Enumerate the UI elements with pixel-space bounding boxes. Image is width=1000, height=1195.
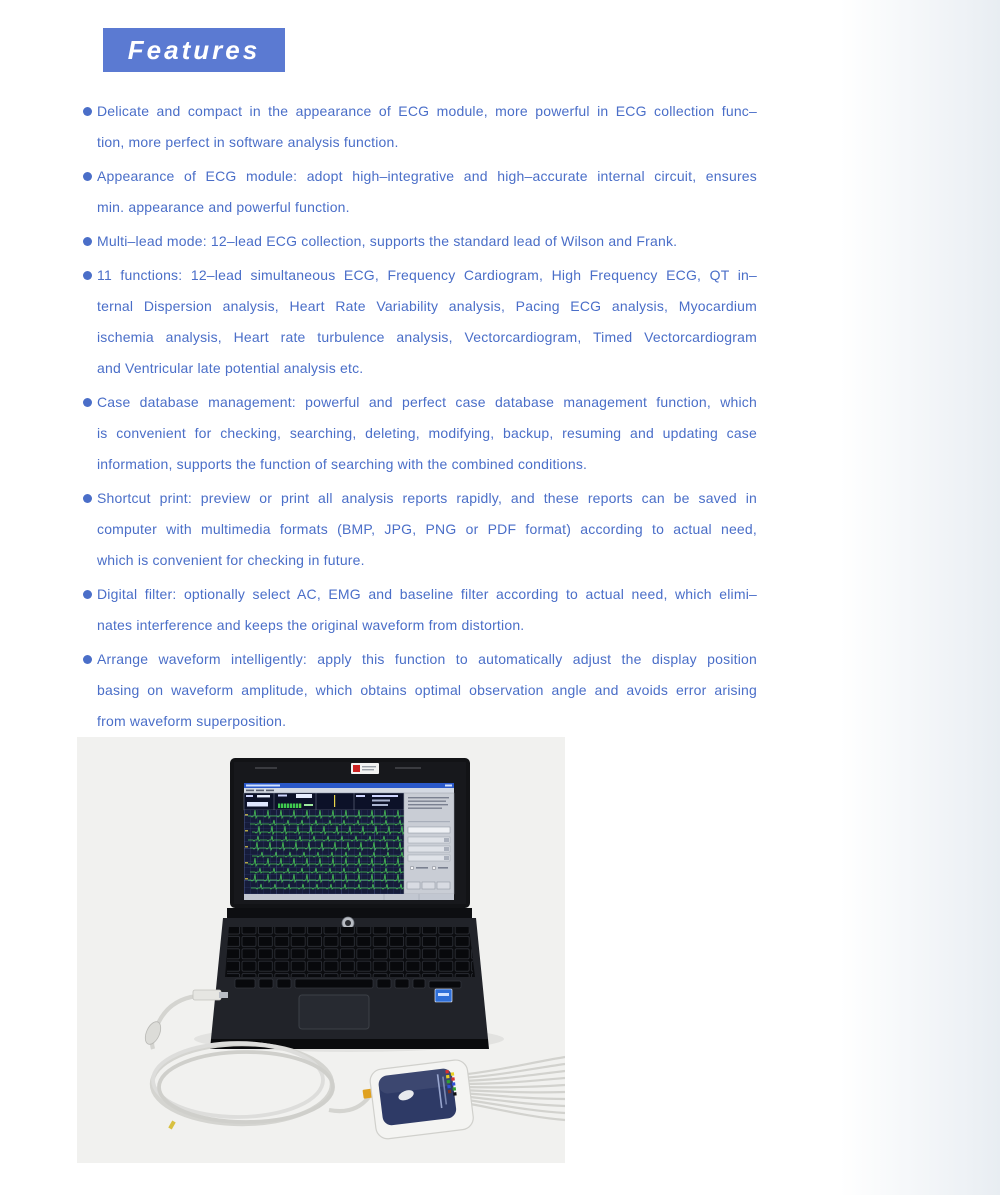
elapsed-time-display bbox=[247, 802, 268, 807]
bullet-icon bbox=[83, 398, 92, 407]
panel-dropdown-2[interactable] bbox=[408, 846, 450, 852]
panel-button-2[interactable] bbox=[422, 882, 435, 889]
lid-vent-right bbox=[395, 767, 421, 769]
feature-line: Digital filter: optionally select AC, EMG and baseline filter according to actual need, which elimi– bbox=[97, 586, 757, 602]
bullet-icon bbox=[83, 271, 92, 280]
ferrite-bead bbox=[142, 1019, 164, 1046]
bullet-icon bbox=[83, 590, 92, 599]
window-buttons bbox=[445, 785, 452, 787]
features-list bbox=[85, 96, 757, 740]
feature-line: ternal Dispersion analysis, Heart Rate Variability analysis, Pacing ECG analysis, Myocardium bbox=[97, 298, 757, 314]
laptop-ecg-scene bbox=[77, 737, 565, 1163]
feature-line: nates interference and keeps the original waveform from distortion. bbox=[97, 617, 525, 633]
lid-vent-left bbox=[255, 767, 277, 769]
feature-line: and Ventricular late potential analysis etc. bbox=[97, 360, 364, 376]
feature-item bbox=[85, 579, 757, 641]
control-panel bbox=[404, 793, 454, 894]
feature-line: 11 functions: 12–lead simultaneous ECG, Frequency Cardiogram, High Frequency ECG, QT in– bbox=[97, 267, 757, 283]
laptop-base bbox=[210, 908, 489, 1049]
bullet-icon bbox=[83, 655, 92, 664]
feature-line: from waveform superposition. bbox=[97, 713, 287, 729]
arrow-keys[interactable] bbox=[429, 981, 461, 988]
feature-item bbox=[85, 260, 757, 384]
feature-item bbox=[85, 483, 757, 576]
spacebar-key[interactable] bbox=[295, 979, 373, 988]
feature-line: Appearance of ECG module: adopt high–integrative and high–accurate internal circuit, ensures bbox=[97, 168, 757, 184]
panel-radio-1[interactable] bbox=[410, 866, 414, 870]
panel-radio-2[interactable] bbox=[432, 866, 436, 870]
feature-line: min. appearance and powerful function. bbox=[97, 199, 350, 215]
lead-wires bbox=[459, 1057, 565, 1120]
features-header bbox=[103, 28, 285, 72]
bullet-icon bbox=[83, 494, 92, 503]
brand-sticker bbox=[351, 763, 379, 774]
ecg-module bbox=[369, 1059, 475, 1140]
pulse-spike-indicator bbox=[334, 795, 335, 807]
feature-line: Delicate and compact in the appearance of ECG module, more powerful in ECG collection func– bbox=[97, 103, 757, 119]
feature-item bbox=[85, 161, 757, 223]
bullet-icon bbox=[83, 107, 92, 116]
laptop-keyboard[interactable] bbox=[227, 927, 473, 977]
status-bar bbox=[244, 894, 454, 900]
feature-line: Shortcut print: preview or print all analysis reports rapidly, and these reports can be saved in bbox=[97, 490, 757, 506]
panel-dropdown-1[interactable] bbox=[408, 837, 450, 843]
feature-line: computer with multimedia formats (BMP, JPG, PNG or PDF format) according to actual need, bbox=[97, 521, 757, 537]
product-photo bbox=[77, 737, 565, 1163]
brand-logo-icon bbox=[353, 765, 360, 772]
panel-dropdown-3[interactable] bbox=[408, 855, 450, 861]
ecg-software-screen bbox=[244, 783, 454, 900]
feature-item bbox=[85, 644, 757, 737]
feature-item bbox=[85, 226, 757, 257]
intel-sticker bbox=[435, 989, 452, 1002]
vitals-info-strip bbox=[244, 793, 404, 810]
feature-line: Case database management: powerful and perfect case database management function, which bbox=[97, 394, 757, 410]
cable-to-module bbox=[329, 1097, 369, 1111]
feature-item bbox=[85, 96, 757, 158]
feature-line: which is convenient for checking in future. bbox=[97, 552, 365, 568]
cable-tie bbox=[168, 1121, 175, 1130]
hinge bbox=[227, 908, 472, 918]
feature-line: information, supports the function of searching with the combined conditions. bbox=[97, 456, 588, 472]
panel-input-field[interactable] bbox=[408, 827, 450, 833]
feature-line: ischemia analysis, Heart rate turbulence analysis, Vectorcardiogram, Timed Vectorcardiogram bbox=[97, 329, 757, 345]
panel-button-3[interactable] bbox=[437, 882, 450, 889]
feature-line: Arrange waveform intelligently: apply this function to automatically adjust the display position bbox=[97, 651, 757, 667]
panel-button-1[interactable] bbox=[407, 882, 420, 889]
feature-item bbox=[85, 387, 757, 480]
cable-coil bbox=[152, 1043, 333, 1124]
feature-line: basing on waveform amplitude, which obtains optimal observation angle and avoids error arising bbox=[97, 682, 757, 698]
bullet-icon bbox=[83, 237, 92, 246]
bullet-icon bbox=[83, 172, 92, 181]
feature-line: Multi–lead mode: 12–lead ECG collection, supports the standard lead of Wilson and Frank. bbox=[97, 233, 678, 249]
touchpad[interactable] bbox=[299, 995, 369, 1029]
feature-line: is convenient for checking, searching, deleting, modifying, backup, resuming and updating case bbox=[97, 425, 757, 441]
ecg-waveform-grid bbox=[244, 810, 404, 894]
menu-bar bbox=[244, 788, 454, 793]
features-title: Features bbox=[127, 34, 261, 65]
feature-line: tion, more perfect in software analysis function. bbox=[97, 134, 399, 150]
heart-rate-display bbox=[296, 794, 312, 798]
